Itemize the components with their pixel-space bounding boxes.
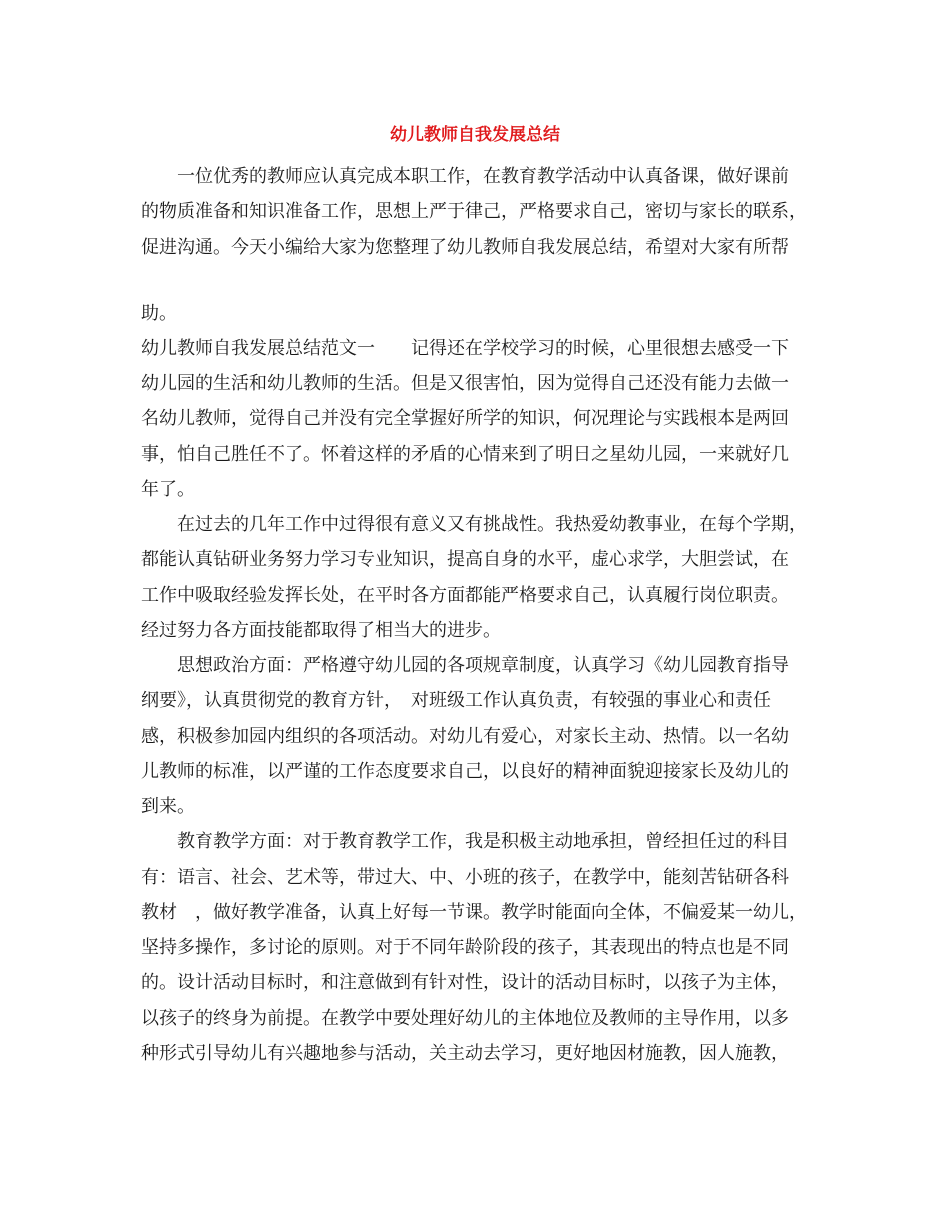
text-line: 感，积极参加园内组织的各项活动。对幼儿有爱心，对家长主动、热情。以一名幼 <box>141 726 789 747</box>
text-line: 教育教学方面：对于教育教学工作，我是积极主动地承担，曾经担任过的科目 <box>177 831 789 852</box>
text-line: 种形式引导幼儿有兴趣地参与活动，关主动去学习，更好地因材施教，因人施教， <box>141 1043 789 1064</box>
text-line: 纲要》，认真贯彻党的教育方针， 对班级工作认真负责，有较强的事业心和责任 <box>141 690 771 711</box>
document-title: 幼儿教师自我发展总结 <box>390 125 560 145</box>
text-line: 教材 ，做好教学准备，认真上好每一节课。教学时能面向全体，不偏爱某一幼儿， <box>141 902 807 923</box>
text-line: 坚持多操作，多讨论的原则。对于不同年龄阶段的孩子，其表现出的特点也是不同 <box>141 937 789 958</box>
text-line: 年了。 <box>141 479 195 500</box>
text-line: 的物质准备和知识准备工作，思想上严于律己，严格要求自己，密切与家长的联系， <box>141 201 807 222</box>
text-line: 名幼儿教师，觉得自己并没有完全掌握好所学的知识，何况理论与实践根本是两回 <box>141 408 789 429</box>
text-line: 经过努力各方面技能都取得了相当大的进步。 <box>141 620 501 641</box>
text-line: 助。 <box>141 303 177 324</box>
text-line: 一位优秀的教师应认真完成本职工作，在教育教学活动中认真备课，做好课前 <box>177 166 789 187</box>
text-line: 儿教师的标准，以严谨的工作态度要求自己，以良好的精神面貌迎接家长及幼儿的 <box>141 761 789 782</box>
text-line: 的。设计活动目标时，和注意做到有针对性，设计的活动目标时，以孩子为主体， <box>141 972 789 993</box>
text-line: 促进沟通。今天小编给大家为您整理了幼儿教师自我发展总结，希望对大家有所帮 <box>141 237 789 258</box>
text-line: 事，怕自己胜任不了。怀着这样的矛盾的心情来到了明日之星幼儿园，一来就好几 <box>141 444 789 465</box>
text-line: 幼儿教师自我发展总结范文一 记得还在学校学习的时候，心里很想去感受一下 <box>141 338 789 359</box>
text-line: 工作中吸取经验发挥长处，在平时各方面都能严格要求自己，认真履行岗位职责。 <box>141 585 789 606</box>
text-line: 到来。 <box>141 796 195 817</box>
text-line: 在过去的几年工作中过得很有意义又有挑战性。我热爱幼教事业，在每个学期， <box>177 514 807 535</box>
text-line: 幼儿园的生活和幼儿教师的生活。但是又很害怕，因为觉得自己还没有能力去做一 <box>141 373 789 394</box>
text-line: 思想政治方面：严格遵守幼儿园的各项规章制度，认真学习《幼儿园教育指导 <box>177 655 789 676</box>
text-line: 有：语言、社会、艺术等，带过大、中、小班的孩子，在教学中，能刻苦钻研各科 <box>141 867 789 888</box>
text-line: 都能认真钻研业务努力学习专业知识，提高自身的水平，虚心求学，大胆尝试，在 <box>141 549 789 570</box>
text-line: 以孩子的终身为前提。在教学中要处理好幼儿的主体地位及教师的主导作用，以多 <box>141 1008 789 1029</box>
